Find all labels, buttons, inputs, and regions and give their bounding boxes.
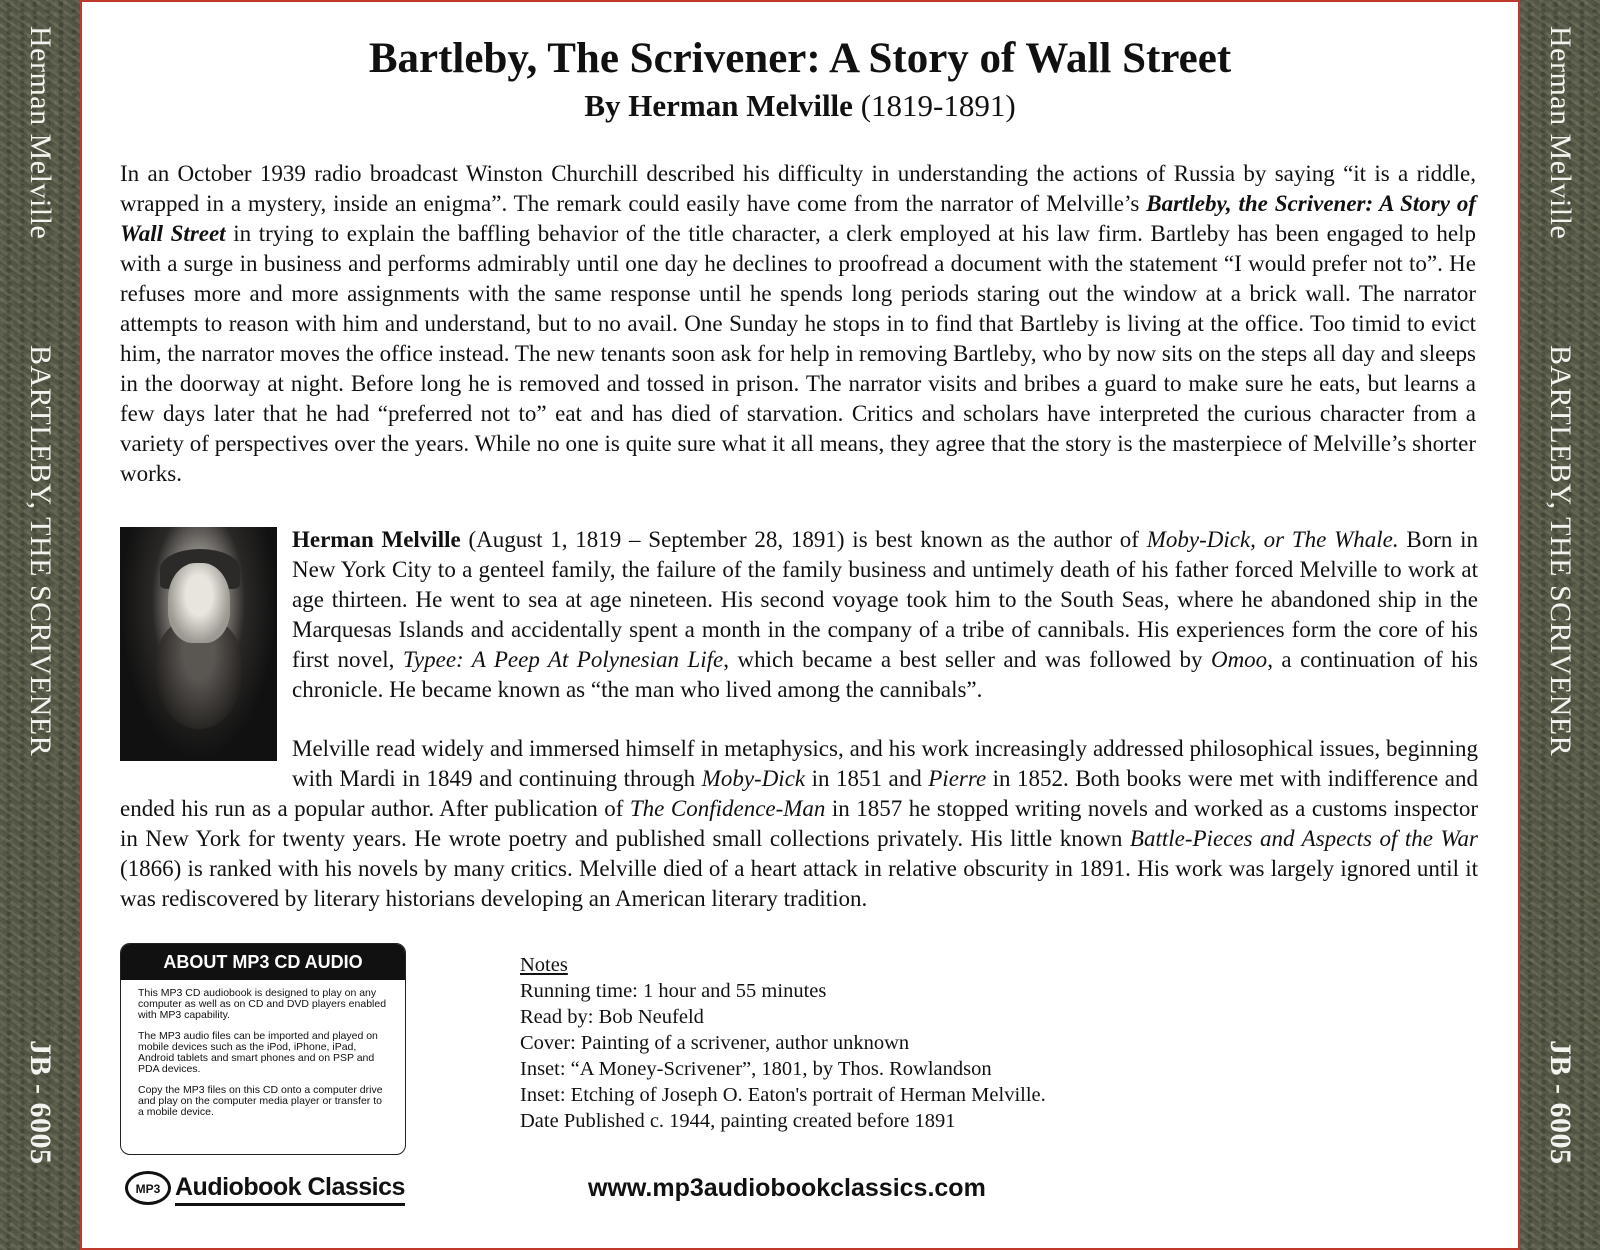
website-url: www.mp3audiobookclassics.com — [588, 1174, 986, 1202]
spine-author: Herman Melville — [24, 26, 57, 240]
logo-badge-text: MP3 — [135, 1182, 161, 1196]
bio-work-title: Moby-Dick — [701, 766, 806, 791]
notes-line: Cover: Painting of a scrivener, author unknown — [520, 1032, 910, 1054]
spine-author: Herman Melville — [1544, 26, 1577, 240]
about-mp3-text: The MP3 audio files can be imported and played on mobile devices such as the iPod, iPhone, iPad, Android tablets and smart phones and on PSP and PDA devices. — [138, 1030, 378, 1075]
bio-work-title: Moby-Dick, or The Whale. — [1146, 527, 1399, 552]
synopsis-work-title: Bartleby, the Scrivener: A Story of Wall Street — [120, 191, 1476, 246]
bio-text: Melville read widely and immersed himself in metaphysics, and his work increasingly addressed philosophical issues, beginning with Mardi in 1849 and continuing through — [292, 736, 1478, 791]
bio-text: (1866) is ranked with his novels by many critics. Melville died of a heart attack in relative obscurity in 1891. His work was largely ignored until it was rediscovered by literary historians developing an American literary tradition. — [120, 856, 1478, 911]
author-portrait-image — [120, 527, 277, 761]
about-mp3-text: Copy the MP3 files on this CD onto a computer drive and play on the computer media player or transfer to a mobile device. — [138, 1084, 383, 1118]
bio-paragraph-2 — [120, 734, 1478, 914]
bio-text: (August 1, 1819 – September 28, 1891) is best known as the author of — [460, 527, 1147, 552]
spine-catalog-code: JB - 6005 — [24, 1040, 57, 1165]
bio-text: Born in New York City to a genteel family, the failure of the family business and untimely death of his father forced Melville to work at age thirteen. He went to sea at age nineteen. His second voyage took him to the South Seas, where he abandoned ship in the Marquesas Islands and accidentally spent a month in the company of a tribe of cannibals. His experiences form the core of his first novel, — [292, 527, 1479, 672]
spine-catalog-code: JB - 6005 — [1544, 1040, 1577, 1165]
mp3-disc-icon — [125, 1171, 171, 1205]
notes-line: Read by: Bob Neufeld — [520, 1006, 704, 1028]
back-cover-panel — [80, 0, 1520, 1250]
audiobook-classics-logo — [125, 1171, 415, 1209]
book-title: Bartleby, The Scrivener: A Story of Wall Street — [368, 35, 1232, 82]
bio-work-title: Pierre — [928, 766, 987, 791]
bio-text: in 1852. Both books were met with indifference and ended his run as a popular author. After publication of — [120, 766, 1478, 821]
byline-by: By — [584, 88, 621, 123]
logo-text: Audiobook Classics — [175, 1171, 405, 1206]
synopsis-text-2: in trying to explain the baffling behavior of the title character, a clerk employed at his law firm. Bartleby has been engaged to help with a surge in business and performs admirably until one day he declines to proofread a document with the statement “I would prefer not to”. He refuses more and more assignments with the same response until he spends long periods staring out the window at a brick wall. The narrator attempts to reason with him and understand, but to no avail. One Sunday he stops in to find that Bartleby is living at the office. Too timid to evict him, the narrator moves the office instead. The new tenants soon ask for help in removing Bartleby, who by now sits on the steps all day and sleeps in the doorway at night. Before long he is removed and tossed in prison. The narrator visits and bribes a guard to make sure he eats, but learns a few days later that he had “preferred not to” eat and has died of starvation. Critics and scholars have interpreted the curious character from a variety of perspectives over the years. While no one is quite sure what it all means, they agree that the story is the masterpiece of Melville’s shorter works. — [120, 221, 1476, 486]
notes-line: Date Published c. 1944, painting created before 1891 — [520, 1110, 956, 1132]
byline-author: Herman Melville — [628, 88, 853, 123]
notes-line: Inset: “A Money-Scrivener”, 1801, by Thos. Rowlandson — [520, 1058, 992, 1080]
bio-work-title: Typee: A Peep At Polynesian Life — [402, 647, 724, 672]
spine-title: BARTLEBY, THE SCRIVENER — [1544, 345, 1577, 757]
bio-author-name: Herman Melville — [292, 527, 461, 552]
notes-section — [520, 952, 1046, 1134]
bio-text: in 1851 and — [805, 766, 929, 791]
bio-work-title: The Confidence-Man — [629, 796, 826, 821]
bio-text: , which became a best seller and was followed by — [723, 647, 1211, 672]
book-byline — [80, 88, 1520, 124]
right-spine — [1520, 0, 1600, 1250]
about-mp3-text: This MP3 CD audiobook is designed to play on any computer as well as on CD and DVD players enabled with MP3 capability. — [138, 987, 387, 1021]
notes-line: Running time: 1 hour and 55 minutes — [520, 980, 827, 1002]
bio-text: in 1857 he stopped writing novels and worked as a customs inspector in New York for twenty years. He wrote poetry and published small collections privately. His little known — [120, 796, 1478, 851]
about-mp3-body — [121, 980, 405, 1118]
about-mp3-box — [120, 943, 406, 1155]
bio-work-title: Omoo — [1210, 647, 1268, 672]
bio-paragraph-1 — [292, 525, 1478, 705]
synopsis-paragraph — [120, 159, 1476, 489]
byline-dates: (1819-1891) — [860, 88, 1016, 123]
spine-title: BARTLEBY, THE SCRIVENER — [24, 345, 57, 757]
portrait-face — [168, 563, 230, 643]
bio-text: , a continuation of his chronicle. He became known as “the man who lived among the cannibals”. — [292, 647, 1479, 702]
notes-heading: Notes — [520, 954, 568, 976]
bio-work-title: Battle-Pieces and Aspects of the War — [1129, 826, 1479, 851]
synopsis-text-1: In an October 1939 radio broadcast Winston Churchill described his difficulty in understanding the actions of Russia by saying “it is a riddle, wrapped in a mystery, inside an enigma”. The remark could easily have come from the narrator of Melville’s — [120, 161, 1476, 216]
left-spine — [0, 0, 80, 1250]
about-mp3-heading: ABOUT MP3 CD AUDIO — [121, 944, 405, 980]
notes-line: Inset: Etching of Joseph O. Eaton's portrait of Herman Melville. — [520, 1084, 1046, 1106]
